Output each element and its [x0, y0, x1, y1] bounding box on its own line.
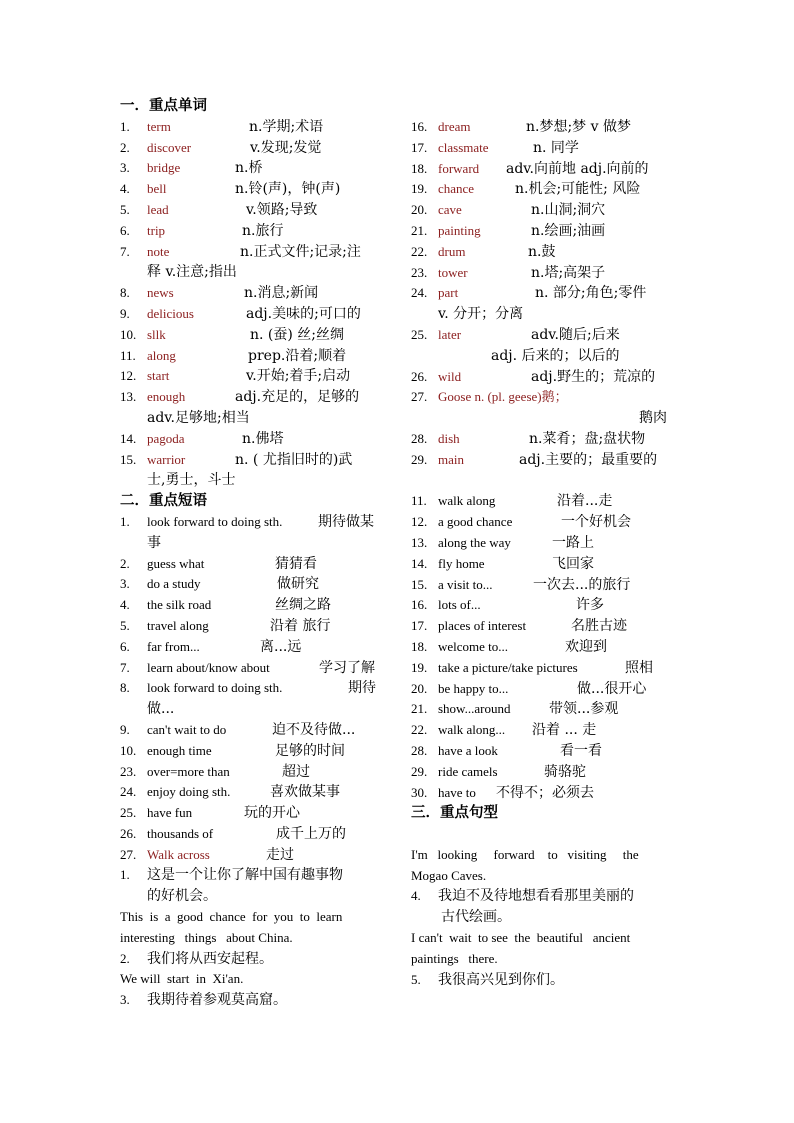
list-item: 3. 我期待着参观莫高窟。 [120, 992, 287, 1009]
list-item: 3. do a study 做研究 [120, 576, 319, 593]
list-item: 13. enough adj.充足的，足够的 [120, 389, 360, 406]
list-item: 14. pagoda n.佛塔 [120, 430, 284, 447]
list-item: 20. be happy to... 做...很开心 [411, 680, 647, 697]
section-heading-words: 一．重点单词 [120, 97, 207, 114]
section-heading-phrases: 二．重点短语 [120, 492, 207, 510]
list-item: 11. walk along 沿着...走 [411, 493, 613, 510]
list-item: 21. show...around 带领...参观 [411, 701, 619, 718]
list-item: 22. drum n.鼓 [411, 243, 556, 260]
list-item: 26. wild adj.野生的；荒凉的 [411, 368, 656, 385]
list-item-continuation: 鹅肉 [639, 410, 667, 427]
list-item: 17. places of interest 名胜古迹 [411, 618, 627, 635]
list-item: 28. have a look 看一看 [411, 742, 602, 759]
sentence-english: interesting things about China. [120, 929, 293, 945]
list-item: 1. term n.学期;术语 [120, 118, 324, 135]
sentence-english: This is a good chance for you to learn [120, 909, 343, 925]
list-item: 7. learn about/know about 学习了解 [120, 659, 375, 676]
list-item-continuation: 士,勇士，斗士 [147, 472, 236, 489]
list-item: 3. bridge n.桥 [120, 160, 263, 177]
list-item: 22. walk along... 沿着 ... 走 [411, 722, 597, 739]
sentence-list-left [120, 865, 390, 1011]
sentence-list-right [411, 845, 681, 991]
list-item: 14. fly home 飞回家 [411, 555, 594, 572]
list-item: 6. trip n.旅行 [120, 222, 284, 239]
list-item: 2. 我们将从西安起程。 [120, 950, 273, 967]
spacer [411, 471, 681, 492]
list-item: 1. look forward to doing sth. 期待做某 [120, 513, 374, 530]
list-item: 28. dish n.菜肴；盘;盘状物 [411, 430, 646, 447]
list-item: 16. lots of... 许多 [411, 597, 604, 614]
section-heading-sentences: 三．重点句型 [411, 804, 498, 822]
list-item: 27. Goose n. (pl. geese)鹅； [411, 389, 568, 405]
list-item-continuation: adj. 后来的；以后的 [491, 347, 620, 364]
list-item: 1. 这是一个让你了解中国有趣事物 [120, 867, 343, 884]
list-item: 13. along the way 一路上 [411, 534, 594, 551]
list-item: 21. painting n.绘画;油画 [411, 222, 606, 239]
sentence-english: Mogao Caves. [411, 867, 487, 883]
list-item: 2. discover v.发现;发觉 [120, 139, 322, 156]
list-item: 10. sllk n. (蚕) 丝;丝绸 [120, 326, 345, 343]
right-column [411, 117, 681, 990]
list-item: 23. over=more than 超过 [120, 763, 310, 780]
list-item: 19. take a picture/take pictures 照相 [411, 659, 653, 676]
list-item-continuation: 做... [147, 701, 175, 718]
list-item: 26. thousands of 成千上万的 [120, 825, 346, 842]
list-item: 7. note n.正式文件;记录;注 [120, 243, 361, 260]
list-item: 12. a good chance 一个好机会 [411, 514, 631, 531]
list-item: 25. later adv.随后;后来 [411, 326, 620, 343]
spacer [411, 824, 681, 845]
list-item: 29. ride camels 骑骆驼 [411, 763, 586, 780]
list-item: 5. 我很高兴见到你们。 [411, 971, 564, 988]
phrase-list-right [411, 491, 681, 803]
list-item: 23. tower n.塔;高架子 [411, 264, 606, 281]
list-item: 12. start v.开始;着手;启动 [120, 368, 351, 385]
sentence-english: paintings there. [411, 950, 498, 966]
list-item: 18. forward adv.向前地 adj.向前的 [411, 160, 649, 177]
list-item: 15. a visit to... 一次去...的旅行 [411, 576, 631, 593]
list-item: 4. 我迫不及待地想看看那里美丽的 [411, 888, 634, 905]
list-item: 9. delicious adj.美味的;可口的 [120, 305, 361, 322]
word-list-right [411, 117, 681, 471]
list-item: 19. chance n.机会;可能性; 风险 [411, 181, 641, 198]
sentence-english: I'm looking forward to visiting the [411, 846, 639, 862]
list-item: 17. classmate n. 同学 [411, 139, 579, 156]
list-item: 16. dream n.梦想;梦 v 做梦 [411, 119, 631, 135]
list-item-continuation: 释 v.注意;指出 [147, 264, 237, 281]
list-item: 18. welcome to... 欢迎到 [411, 638, 607, 655]
list-item: 8. news n.消息;新闻 [120, 285, 319, 302]
list-item: 24. part n. 部分;角色;零件 [411, 285, 647, 302]
list-item: 30. have to 不得不；必须去 [411, 784, 594, 801]
list-item-continuation: adv.足够地;相当 [147, 409, 250, 426]
list-item: 29. main adj.主要的；最重要的 [411, 451, 658, 468]
list-item: 6. far from... 离...远 [120, 638, 302, 655]
list-item: 5. lead v.领路;导致 [120, 201, 318, 218]
list-item-continuation: 的好机会。 [147, 888, 217, 905]
word-list-left [120, 117, 390, 491]
list-item: 11. along prep.沿着;顺着 [120, 347, 347, 364]
sentence-english: I can't wait to see the beautiful ancient [411, 930, 631, 946]
list-item: 27. Walk across 走过 [120, 846, 294, 863]
list-item: 5. travel along 沿着 旅行 [120, 617, 331, 634]
list-item: 2. guess what 猜猜看 [120, 555, 317, 572]
list-item: 25. have fun 玩的开心 [120, 805, 300, 822]
list-item-continuation: v. 分开；分离 [438, 306, 524, 323]
list-item-continuation: 事 [147, 534, 161, 551]
sentence-english: We will start in Xi'an. [120, 971, 244, 987]
list-item: 9. can't wait to do 迫不及待做... [120, 721, 356, 738]
list-item: 20. cave n.山洞;洞穴 [411, 202, 606, 219]
list-item: 24. enjoy doing sth. 喜欢做某事 [120, 784, 340, 801]
left-column [120, 96, 390, 1011]
list-item-continuation: 古代绘画。 [441, 909, 511, 926]
list-item: 10. enough time 足够的时间 [120, 742, 345, 759]
list-item: 4. the silk road 丝绸之路 [120, 597, 331, 614]
phrase-list-left [120, 512, 390, 866]
list-item: 8. look forward to doing sth. 期待 [120, 680, 376, 697]
list-item: 4. bell n.铃(声)，钟(声) [120, 181, 341, 198]
list-item: 15. warrior n. ( 尤指旧时的)武 [120, 451, 353, 468]
